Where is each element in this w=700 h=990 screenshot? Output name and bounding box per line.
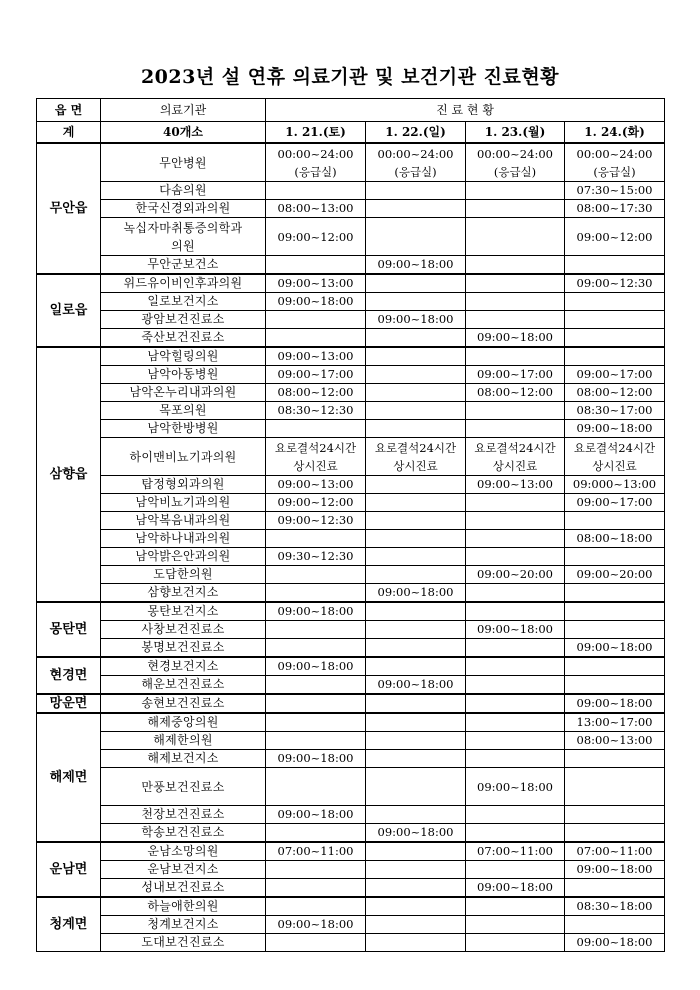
schedule-cell [565,512,665,530]
schedule-cell: 08:00~13:00 [565,732,665,750]
schedule-cell: 09:000~13:00 [565,476,665,494]
schedule-cell: 09:00~13:00 [266,347,366,366]
institution-cell: 학송보건진료소 [101,824,266,843]
schedule-cell: 09:00~20:00 [565,566,665,584]
schedule-cell [366,182,466,200]
institution-cell: 송현보건진료소 [101,694,266,713]
town-cell: 해제면 [37,713,101,842]
schedule-cell: 09:00~18:00 [266,657,366,676]
schedule-cell [466,934,565,952]
schedule-cell: 09:00~18:00 [366,584,466,603]
institution-cell: 해운보건진료소 [101,676,266,695]
schedule-cell [266,639,366,658]
institution-cell: 운남소망의원 [101,842,266,861]
schedule-cell: 09:00~18:00 [565,934,665,952]
table-row [37,311,665,329]
schedule-cell: 08:30~17:00 [565,402,665,420]
institution-cell: 목포의원 [101,402,266,420]
institution-cell: 도담한의원 [101,566,266,584]
schedule-cell: 09:00~12:30 [266,512,366,530]
schedule-cell [266,329,366,348]
schedule-cell [466,420,565,438]
institution-cell: 성내보건진료소 [101,879,266,898]
institution-cell: 일로보건지소 [101,293,266,311]
schedule-cell: 09:00~17:00 [466,366,565,384]
schedule-cell: 09:00~20:00 [466,566,565,584]
institution-cell: 만풍보건진료소 [101,768,266,806]
town-cell: 몽탄면 [37,602,101,657]
schedule-cell [466,694,565,713]
institution-cell: 삼향보건지소 [101,584,266,603]
table-row [37,347,665,366]
total-row [37,122,665,144]
schedule-cell: 09:00~18:00 [366,311,466,329]
schedule-cell [565,824,665,843]
schedule-cell [266,584,366,603]
schedule-body [37,99,665,952]
schedule-cell [466,639,565,658]
table-row [37,200,665,218]
table-row [37,806,665,824]
schedule-cell [565,750,665,768]
schedule-cell [565,806,665,824]
schedule-cell: 09:00~18:00 [565,639,665,658]
schedule-cell [466,293,565,311]
institution-cell: 남악비뇨기과의원 [101,494,266,512]
table-row [37,566,665,584]
schedule-cell [366,200,466,218]
institution-cell: 사창보건진료소 [101,621,266,639]
table-row [37,256,665,275]
table-row [37,824,665,843]
schedule-cell [366,494,466,512]
schedule-cell: 09:00~18:00 [565,694,665,713]
schedule-cell [466,218,565,256]
schedule-cell: 09:00~18:00 [266,750,366,768]
schedule-cell: 요로결석24시간 상시진료 [266,438,366,476]
schedule-cell: 09:00~12:00 [266,494,366,512]
schedule-cell [366,293,466,311]
table-row [37,476,665,494]
schedule-cell [565,916,665,934]
schedule-cell [266,530,366,548]
schedule-cell: 07:00~11:00 [466,842,565,861]
schedule-cell [466,256,565,275]
institution-cell: 해제중앙의원 [101,713,266,732]
header-institution: 의료기관 [101,99,266,122]
town-cell: 현경면 [37,657,101,694]
institution-cell: 봉명보건진료소 [101,639,266,658]
schedule-cell [565,879,665,898]
total-label: 계 [37,122,101,144]
schedule-cell [466,530,565,548]
schedule-cell [466,200,565,218]
schedule-cell [366,274,466,293]
institution-cell: 하늘애한의원 [101,897,266,916]
schedule-cell [565,311,665,329]
schedule-cell [466,732,565,750]
schedule-cell [466,657,565,676]
town-cell: 망운면 [37,694,101,713]
schedule-cell: 09:00~18:00 [466,879,565,898]
table-row [37,842,665,861]
schedule-cell [565,621,665,639]
institution-cell: 운남보건지소 [101,861,266,879]
institution-cell: 해제한의원 [101,732,266,750]
date-header: 1. 24.(화) [565,122,665,144]
schedule-cell: 08:30~18:00 [565,897,665,916]
table-row [37,657,665,676]
schedule-cell [565,602,665,621]
schedule-table [36,98,665,952]
table-row [37,182,665,200]
institution-cell: 남악한방병원 [101,420,266,438]
town-cell: 일로읍 [37,274,101,347]
institution-cell: 청계보건지소 [101,916,266,934]
schedule-cell [366,329,466,348]
schedule-cell [366,861,466,879]
schedule-cell [266,676,366,695]
schedule-cell: 09:00~18:00 [565,861,665,879]
schedule-cell [366,694,466,713]
schedule-cell: 07:00~11:00 [565,842,665,861]
header-schedule: 진 료 현 황 [266,99,665,122]
schedule-cell [366,621,466,639]
schedule-cell: 09:00~18:00 [266,293,366,311]
schedule-cell [466,402,565,420]
date-header: 1. 23.(월) [466,122,565,144]
schedule-cell [565,548,665,566]
schedule-cell [466,750,565,768]
institution-cell: 몽탄보건지소 [101,602,266,621]
schedule-cell [266,732,366,750]
schedule-cell [266,879,366,898]
table-row [37,512,665,530]
schedule-cell [466,274,565,293]
schedule-cell [565,584,665,603]
schedule-cell: 09:00~12:00 [565,218,665,256]
schedule-cell: 08:00~17:30 [565,200,665,218]
schedule-cell: 00:00~24:00 (응급실) [366,143,466,182]
schedule-cell [366,639,466,658]
schedule-cell [266,256,366,275]
schedule-cell [366,806,466,824]
schedule-cell [266,713,366,732]
schedule-cell: 00:00~24:00 (응급실) [565,143,665,182]
schedule-cell: 07:30~15:00 [565,182,665,200]
schedule-cell [266,694,366,713]
table-row [37,861,665,879]
schedule-cell [565,293,665,311]
table-row [37,639,665,658]
table-row [37,402,665,420]
schedule-cell [366,934,466,952]
schedule-cell [466,824,565,843]
schedule-cell [266,824,366,843]
schedule-cell [366,842,466,861]
schedule-cell [366,768,466,806]
table-row [37,879,665,898]
institution-cell: 한국신경외과의원 [101,200,266,218]
institution-cell: 죽산보건진료소 [101,329,266,348]
institution-cell: 해제보건지소 [101,750,266,768]
schedule-cell [366,420,466,438]
institution-cell: 남악하나내과의원 [101,530,266,548]
schedule-cell [266,897,366,916]
schedule-cell: 08:00~18:00 [565,530,665,548]
schedule-cell [565,657,665,676]
schedule-cell [366,384,466,402]
institution-cell: 남악온누리내과의원 [101,384,266,402]
table-row [37,621,665,639]
table-row [37,548,665,566]
schedule-cell [366,347,466,366]
table-row [37,934,665,952]
town-cell: 운남면 [37,842,101,897]
institution-cell: 천장보건진료소 [101,806,266,824]
institution-cell: 다솜의원 [101,182,266,200]
schedule-cell: 09:00~17:00 [565,366,665,384]
institution-cell: 남악복음내과의원 [101,512,266,530]
schedule-cell [366,566,466,584]
table-row [37,143,665,182]
institution-cell: 현경보건지소 [101,657,266,676]
schedule-cell [466,512,565,530]
schedule-cell: 08:00~12:00 [565,384,665,402]
schedule-cell [366,218,466,256]
table-row [37,420,665,438]
schedule-cell [266,861,366,879]
schedule-cell [565,329,665,348]
schedule-cell: 09:00~18:00 [366,256,466,275]
institution-cell: 무안군보건소 [101,256,266,275]
table-row [37,768,665,806]
schedule-cell: 08:00~13:00 [266,200,366,218]
schedule-cell [266,566,366,584]
table-row [37,218,665,256]
table-row [37,366,665,384]
schedule-cell: 09:00~12:30 [565,274,665,293]
schedule-cell: 09:00~18:00 [366,676,466,695]
schedule-cell [266,182,366,200]
schedule-cell [266,420,366,438]
schedule-cell: 09:00~18:00 [266,602,366,621]
schedule-cell [366,602,466,621]
schedule-cell [466,602,565,621]
institution-cell: 무안병원 [101,143,266,182]
table-row [37,438,665,476]
town-cell: 삼향읍 [37,347,101,602]
institution-cell: 남악힐링의원 [101,347,266,366]
schedule-cell: 09:00~18:00 [466,329,565,348]
town-cell: 무안읍 [37,143,101,274]
institution-cell: 광암보건진료소 [101,311,266,329]
schedule-cell [266,934,366,952]
schedule-cell [466,182,565,200]
schedule-cell [266,311,366,329]
table-row [37,676,665,695]
schedule-cell [266,621,366,639]
header-row [37,99,665,122]
schedule-cell: 09:00~17:00 [565,494,665,512]
table-row [37,584,665,603]
schedule-cell [366,732,466,750]
table-row [37,329,665,348]
table-row [37,494,665,512]
schedule-cell [466,806,565,824]
schedule-cell [366,750,466,768]
schedule-cell: 요로결석24시간 상시진료 [565,438,665,476]
institution-cell: 탑정형외과의원 [101,476,266,494]
schedule-cell [366,530,466,548]
schedule-cell [565,768,665,806]
schedule-cell: 08:00~12:00 [466,384,565,402]
schedule-cell [466,584,565,603]
schedule-cell [366,512,466,530]
table-row [37,732,665,750]
schedule-cell: 09:00~18:00 [565,420,665,438]
schedule-cell: 09:00~13:00 [466,476,565,494]
schedule-cell: 09:30~12:30 [266,548,366,566]
table-row [37,384,665,402]
schedule-cell [266,768,366,806]
table-row [37,750,665,768]
schedule-cell: 09:00~13:00 [266,274,366,293]
schedule-cell [466,311,565,329]
schedule-cell [466,676,565,695]
schedule-cell: 13:00~17:00 [565,713,665,732]
schedule-cell: 09:00~17:00 [266,366,366,384]
schedule-cell [466,494,565,512]
schedule-cell: 09:00~13:00 [266,476,366,494]
institution-cell: 남악아동병원 [101,366,266,384]
schedule-cell [565,676,665,695]
schedule-cell [466,916,565,934]
schedule-cell: 09:00~18:00 [366,824,466,843]
schedule-cell [466,548,565,566]
schedule-cell [366,402,466,420]
schedule-cell [366,713,466,732]
schedule-cell [565,347,665,366]
schedule-cell: 00:00~24:00 (응급실) [266,143,366,182]
table-row [37,897,665,916]
institution-cell: 녹십자마취통증의학과 의원 [101,218,266,256]
schedule-cell: 09:00~18:00 [266,916,366,934]
schedule-cell: 08:30~12:30 [266,402,366,420]
schedule-cell: 07:00~11:00 [266,842,366,861]
date-header: 1. 22.(일) [366,122,466,144]
schedule-cell [466,861,565,879]
table-row [37,293,665,311]
schedule-cell [366,548,466,566]
table-row [37,694,665,713]
schedule-cell [366,657,466,676]
schedule-cell: 09:00~12:00 [266,218,366,256]
schedule-cell [366,879,466,898]
schedule-cell: 요로결석24시간 상시진료 [466,438,565,476]
schedule-cell [366,916,466,934]
town-cell: 청계면 [37,897,101,952]
institution-cell: 하이맨비뇨기과의원 [101,438,266,476]
schedule-cell: 09:00~18:00 [266,806,366,824]
table-row [37,602,665,621]
schedule-cell: 08:00~12:00 [266,384,366,402]
institution-cell: 남악밝은안과의원 [101,548,266,566]
table-row [37,530,665,548]
schedule-cell [466,897,565,916]
date-header: 1. 21.(토) [266,122,366,144]
schedule-cell: 09:00~18:00 [466,768,565,806]
table-row [37,274,665,293]
schedule-cell [366,366,466,384]
header-town: 읍 면 [37,99,101,122]
schedule-cell [466,713,565,732]
total-count: 40개소 [101,122,266,144]
institution-cell: 도대보건진료소 [101,934,266,952]
document-title: 2023년 설 연휴 의료기관 및 보건기관 진료현황 [140,66,560,88]
table-row [37,713,665,732]
institution-cell: 위드유이비인후과의원 [101,274,266,293]
schedule-cell: 09:00~18:00 [466,621,565,639]
schedule-cell [366,476,466,494]
schedule-cell: 요로결석24시간 상시진료 [366,438,466,476]
schedule-cell: 00:00~24:00 (응급실) [466,143,565,182]
schedule-cell [466,347,565,366]
schedule-cell [565,256,665,275]
schedule-cell [366,897,466,916]
table-row [37,916,665,934]
